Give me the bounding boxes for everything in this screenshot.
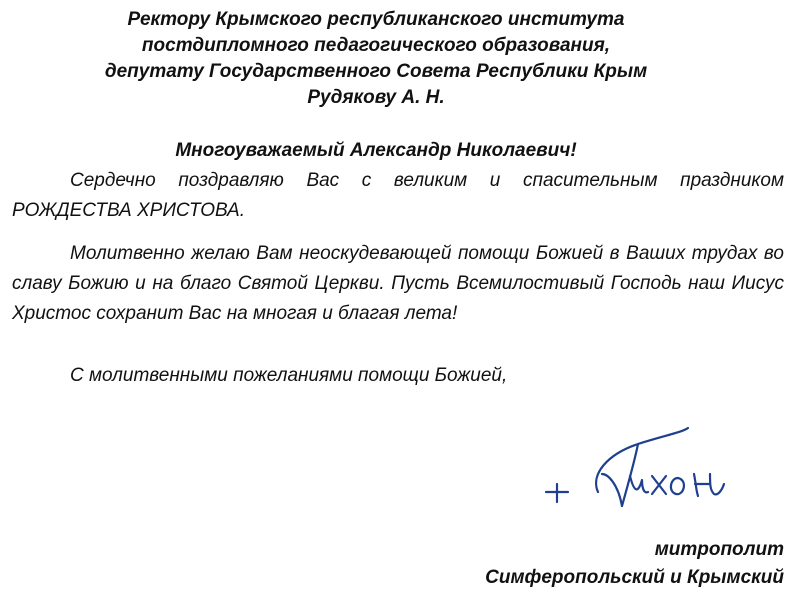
signer-title: митрополит	[654, 539, 784, 560]
greeting: Многоуважаемый Александр Николаевич!	[175, 140, 577, 161]
signer-block	[485, 536, 784, 592]
closing-line: С молитвенными пожеланиями помощи Божией,	[70, 365, 508, 386]
recipient-address	[60, 7, 692, 111]
address-line-3: депутату Государственного Совета Республики Крым	[104, 61, 648, 82]
signer-see: Симферопольский и Крымский	[485, 567, 784, 588]
address-line-1: Ректору Крымского республиканского института	[127, 9, 625, 30]
address-line-2: постдипломного педагогического образования,	[141, 35, 611, 56]
signature-strokes	[546, 428, 724, 506]
paragraph-wishes: Молитвенно желаю Вам неоскудевающей помощи Божией в Ваших трудах во славу Божию и на благо Святой Церкви. Пусть Всемилостивый Господь наш Иисус Христос сохранит Вас на многая и благая лета!	[12, 243, 784, 324]
address-line-4: Рудякову А. Н.	[307, 87, 445, 108]
paragraph-congratulation: Сердечно поздравляю Вас с великим и спасительным праздником РОЖДЕСТВА ХРИСТОВА.	[12, 170, 784, 221]
handwritten-signature	[538, 414, 738, 514]
